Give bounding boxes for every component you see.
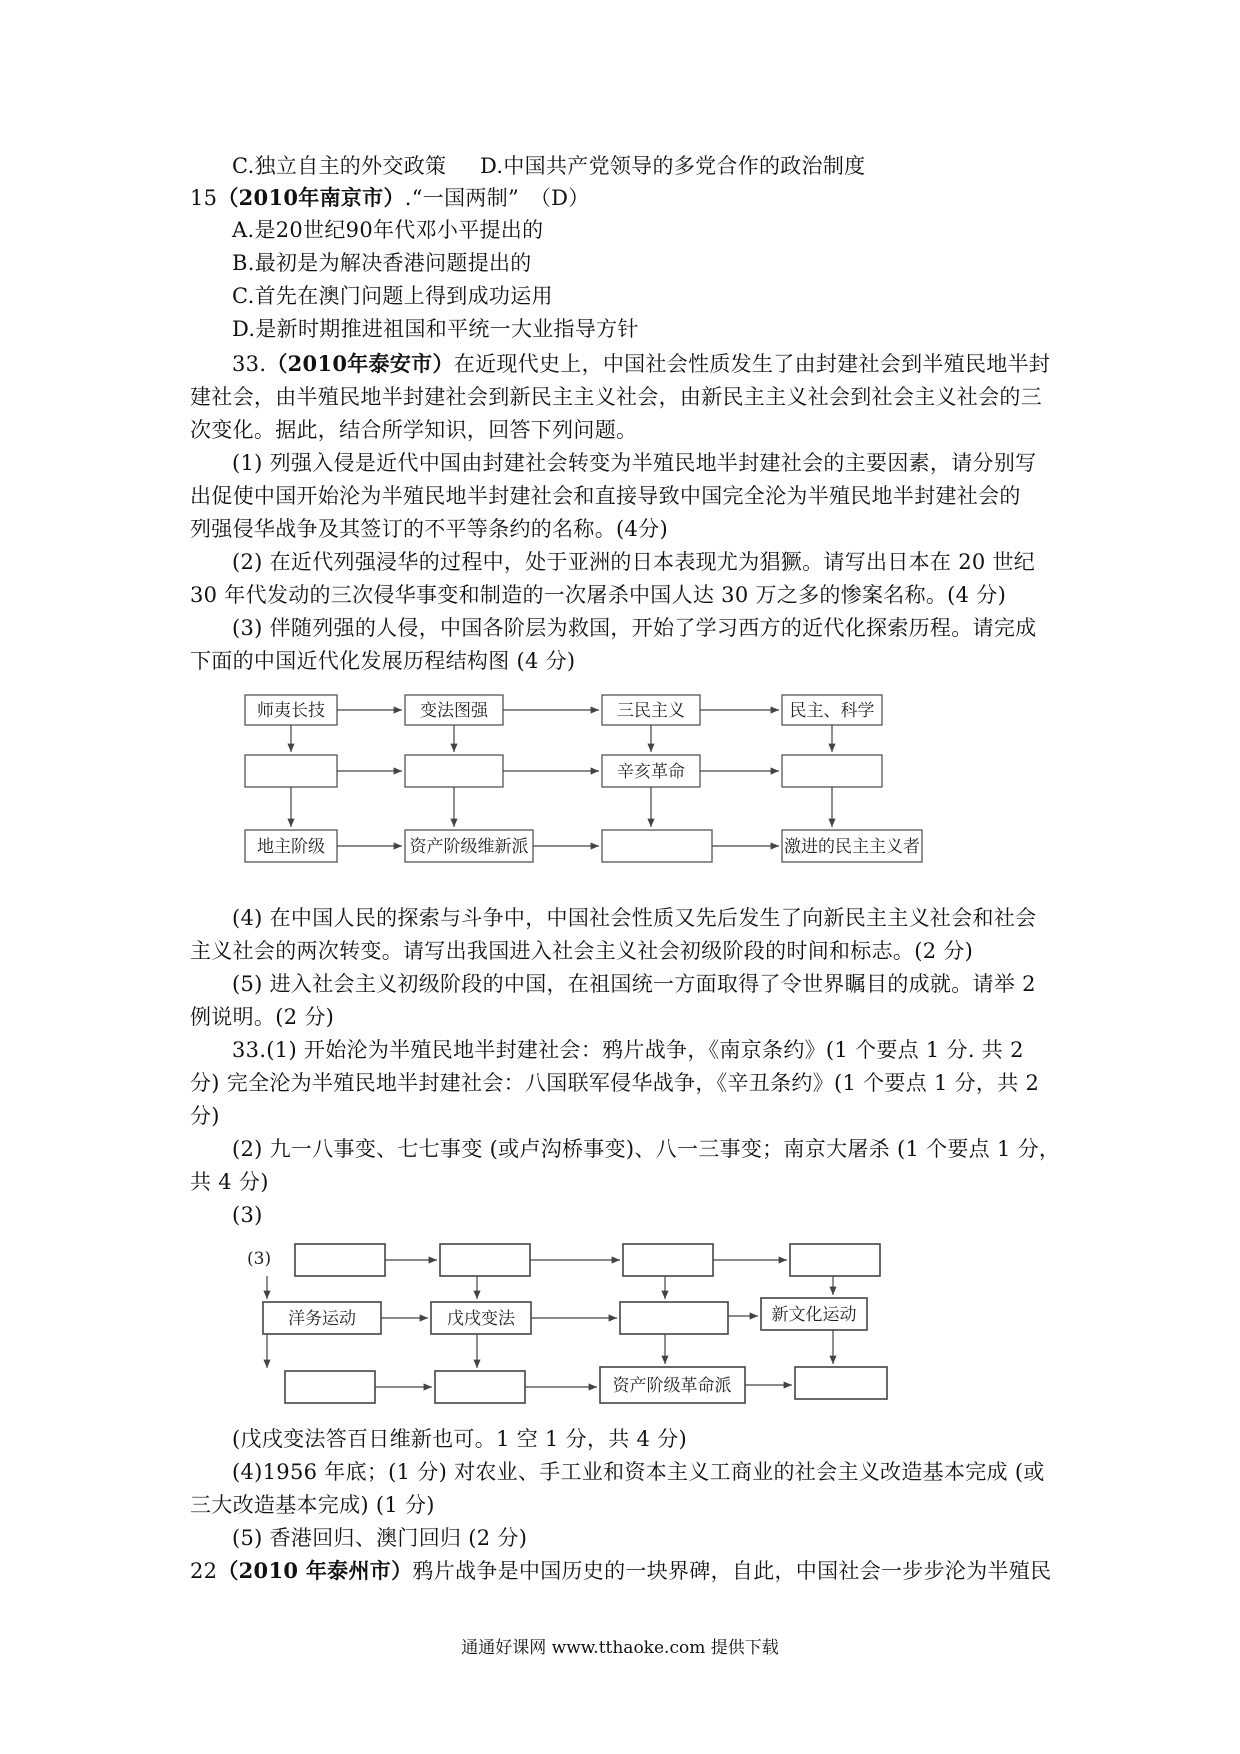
q33-part4: (4) 在中国人民的探索与斗争中，中国社会性质又先后发生了向新民主主义社会和社会	[232, 906, 1037, 930]
flow-label: 辛亥革命	[617, 762, 685, 782]
q33-part1: (1) 列强入侵是近代中国由封建社会转变为半殖民地半封建社会的主要因素，请分别写	[232, 451, 1037, 475]
flow-label: 戊戌变法	[447, 1309, 515, 1329]
q22-source: （2010 年泰州市）	[217, 1558, 413, 1583]
flow-label: 新文化运动	[771, 1305, 857, 1325]
q15-option: B.最初是为解决香港问题提出的	[232, 251, 532, 275]
q22	[190, 1557, 1051, 1585]
flow-label: 资产阶级维新派	[409, 837, 529, 857]
q15-option: A.是20世纪90年代邓小平提出的	[232, 218, 544, 242]
flow-box	[620, 1302, 728, 1334]
flow-label: 三民主义	[617, 701, 685, 721]
q15-stem: .“一国两制” （D）	[404, 186, 590, 210]
q33-source: （2010年泰安市）	[266, 351, 454, 376]
q33-part2: 30 年代发动的三次侵华事变和制造的一次屠杀中国人达 30 万之多的惨案名称。(4 分)	[190, 583, 1007, 607]
q33-part1: 出促使中国开始沦为半殖民地半封建社会和直接导致中国完全沦为半殖民地半封建社会的	[190, 484, 1021, 508]
flow-box	[795, 1367, 887, 1399]
flow-box	[435, 1371, 525, 1403]
q33-intro-line: 建社会，由半殖民地半封建社会到新民主主义社会，由新民主主义社会到社会主义社会的三	[190, 385, 1042, 409]
flow-label: 师夷长技	[257, 701, 325, 721]
q33-part1: 列强侵华战争及其签订的不平等条约的名称。(4分)	[190, 517, 668, 541]
flow-label: 资产阶级革命派	[612, 1376, 732, 1396]
flow-box	[405, 755, 503, 787]
q33-intro	[232, 350, 1050, 378]
answer-2: 共 4 分)	[190, 1170, 269, 1194]
flow-label: 变法图强	[420, 701, 488, 721]
flow-label: 地主阶级	[257, 837, 325, 857]
answer-4: (4)1956 年底；(1 分) 对农业、手工业和资本主义工商业的社会主义改造基本完成 (或	[232, 1460, 1045, 1484]
q15-source: （2010年南京市）	[217, 185, 405, 210]
flow-box	[285, 1371, 375, 1403]
flow-box	[440, 1244, 530, 1276]
flow-box	[790, 1244, 880, 1276]
flow-label: 民主、科学	[789, 701, 875, 721]
q33-part4: 主义社会的两次转变。请写出我国进入社会主义社会初级阶段的时间和标志。(2 分)	[190, 939, 974, 963]
q33-intro-line: 次变化。据此，结合所学知识，回答下列问题。	[190, 418, 638, 442]
q15-option: C.首先在澳门问题上得到成功运用	[232, 284, 553, 308]
answer-flowchart	[235, 1236, 895, 1416]
page-footer: 通通好课网 www.tthaoke.com 提供下载	[461, 1638, 779, 1658]
q33-part3: (3) 伴随列强的人侵，中国各阶层为救国，开始了学习西方的近代化探索历程。请完成	[232, 616, 1037, 640]
answer-4: 三大改造基本完成) (1 分)	[190, 1493, 435, 1517]
q22-text: 鸦片战争是中国历史的一块界碑，自此，中国社会一步步沦为半殖民	[412, 1559, 1052, 1583]
answer-1: 分)	[190, 1104, 220, 1128]
q33-number: 33.	[232, 352, 267, 376]
q14-option-c: C.独立自主的外交政策	[232, 154, 447, 178]
flow-box	[245, 755, 337, 787]
q22-number: 22	[190, 1559, 218, 1583]
flow-box	[782, 755, 882, 787]
q14-option-d: D.中国共产党领导的多党合作的政治制度	[480, 154, 866, 178]
answer-3-label: (3)	[232, 1203, 263, 1227]
q33-intro-text: 在近现代史上，中国社会性质发生了由封建社会到半殖民地半封	[453, 352, 1051, 376]
flow-box	[295, 1244, 385, 1276]
q33-part5: 例说明。(2 分)	[190, 1005, 335, 1029]
flow-label: 洋务运动	[288, 1309, 356, 1329]
q15-heading	[190, 184, 590, 212]
q33-part3: 下面的中国近代化发展历程结构图 (4 分)	[190, 649, 576, 673]
flow-box	[623, 1244, 713, 1276]
modernization-flowchart	[230, 690, 950, 890]
answer-3-note: (戊戌变法答百日维新也可。1 空 1 分，共 4 分)	[232, 1427, 687, 1451]
flow-box	[602, 830, 712, 862]
q33-part5: (5) 进入社会主义初级阶段的中国，在祖国统一方面取得了令世界瞩目的成就。请举 2	[232, 972, 1036, 996]
q33-part2: (2) 在近代列强浸华的过程中，处于亚洲的日本表现尤为猖獗。请写出日本在 20 世纪	[232, 550, 1036, 574]
answer-2: (2) 九一八事变、七七事变 (或卢沟桥事变)、八一三事变；南京大屠杀 (1 个要点 1 分，	[232, 1137, 1061, 1161]
q15-number: 15	[190, 186, 218, 210]
q15-option: D.是新时期推进祖国和平统一大业指导方针	[232, 317, 639, 341]
flow-label: 激进的民主主义者	[784, 837, 920, 857]
answer-5: (5) 香港回归、澳门回归 (2 分)	[232, 1526, 528, 1550]
answer-1: 分) 完全沦为半殖民地半封建社会：八国联军侵华战争，《辛丑条约》(1 个要点 1 分，共 2	[190, 1071, 1040, 1095]
diagram2-label: (3)	[247, 1249, 272, 1269]
answer-1: 33.(1) 开始沦为半殖民地半封建社会：鸦片战争，《南京条约》(1 个要点 1 分. 共 2	[232, 1038, 1024, 1062]
